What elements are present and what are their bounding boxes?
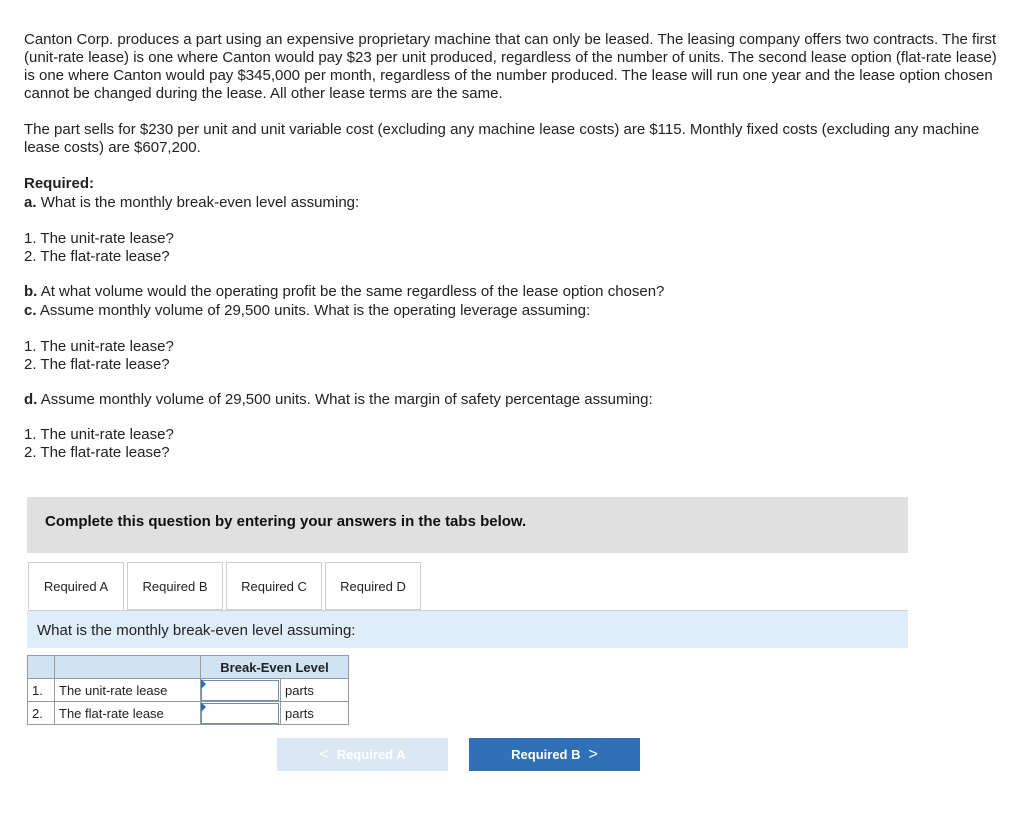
- flat-rate-break-even-input[interactable]: [201, 703, 279, 724]
- cell-marker-icon: [201, 702, 206, 712]
- row-number: 1.: [28, 679, 55, 702]
- unit-rate-break-even-input[interactable]: [201, 680, 279, 701]
- required-heading: [24, 175, 999, 193]
- row-unit: parts: [281, 679, 349, 702]
- question-c-item-2: 2. The flat-rate lease?: [24, 356, 170, 373]
- cell-marker-icon: [201, 679, 206, 689]
- tab-instruction-bar: [27, 611, 908, 648]
- tab-instruction-text: What is the monthly break-even level assuming:: [37, 622, 356, 639]
- question-a: [24, 194, 999, 212]
- row-unit: parts: [281, 702, 349, 725]
- question-d-text: Assume monthly volume of 29,500 units. What is the margin of safety percentage assuming:: [40, 391, 653, 408]
- break-even-level-header: Break-Even Level: [201, 656, 349, 679]
- question-a-text: What is the monthly break-even level assuming:: [40, 194, 360, 211]
- required-label: Required:: [24, 175, 95, 192]
- row-label: The flat-rate lease: [55, 702, 201, 725]
- question-a-item-1: 1. The unit-rate lease?: [24, 230, 174, 247]
- problem-paragraph-1: [24, 31, 999, 103]
- question-c: [24, 302, 999, 320]
- question-a-letter: a.: [24, 194, 37, 211]
- question-a-items: [24, 230, 999, 266]
- header-blank-num: [28, 656, 55, 679]
- question-a-item-2: 2. The flat-rate lease?: [24, 248, 170, 265]
- tab-required-c[interactable]: Required C: [226, 562, 322, 610]
- banner-text: Complete this question by entering your answers in the tabs below.: [45, 513, 527, 530]
- row-number: 2.: [28, 702, 55, 725]
- question-b-letter: b.: [24, 283, 38, 300]
- table-row: [28, 702, 349, 725]
- tab-bar: [28, 562, 424, 610]
- problem-pricing-text: The part sells for $230 per unit and unit variable cost (excluding any machine lease costs) are $115. Monthly fixed costs (excluding any machine lease costs) are $607,200.: [24, 121, 980, 156]
- question-b-text: At what volume would the operating profit be the same regardless of the lease option chosen?: [40, 283, 665, 300]
- tab-required-b[interactable]: Required B: [127, 562, 223, 610]
- question-b: [24, 283, 999, 301]
- tab-required-d[interactable]: Required D: [325, 562, 421, 610]
- previous-required-button[interactable]: [277, 738, 448, 771]
- table-header-row: [28, 656, 349, 679]
- next-button-label: Required B: [511, 747, 581, 762]
- instructions-banner: [27, 497, 908, 553]
- problem-paragraph-2: [24, 121, 999, 157]
- answer-cell: [201, 679, 281, 702]
- question-c-items: [24, 338, 999, 374]
- next-required-button[interactable]: [469, 738, 640, 771]
- break-even-table: [27, 655, 349, 725]
- answer-cell: [201, 702, 281, 725]
- question-c-item-1: 1. The unit-rate lease?: [24, 338, 174, 355]
- question-d-items: [24, 426, 999, 462]
- question-d-item-2: 2. The flat-rate lease?: [24, 444, 170, 461]
- table-row: [28, 679, 349, 702]
- chevron-right-icon: >: [588, 745, 598, 763]
- tab-required-a[interactable]: Required A: [28, 562, 124, 610]
- question-c-text: Assume monthly volume of 29,500 units. What is the operating leverage assuming:: [39, 302, 591, 319]
- question-d-item-1: 1. The unit-rate lease?: [24, 426, 174, 443]
- row-label: The unit-rate lease: [55, 679, 201, 702]
- question-c-letter: c.: [24, 302, 37, 319]
- header-blank-label: [55, 656, 201, 679]
- question-d-letter: d.: [24, 391, 38, 408]
- previous-button-label: Required A: [336, 747, 406, 762]
- question-d: [24, 391, 999, 409]
- chevron-left-icon: <: [319, 745, 329, 763]
- problem-intro-text: Canton Corp. produces a part using an expensive proprietary machine that can only be leased. The leasing company offers two contracts. The first (unit-rate lease) is one where Canton would pay $23 per unit produced, regardless of the number of units. The second lease option (flat-rate lease) is one where Canton would pay $345,000 per month, regardless of the number produced. The lease will run one year and the lease option chosen cannot be changed during the lease. All other lease terms are the same.: [24, 31, 997, 102]
